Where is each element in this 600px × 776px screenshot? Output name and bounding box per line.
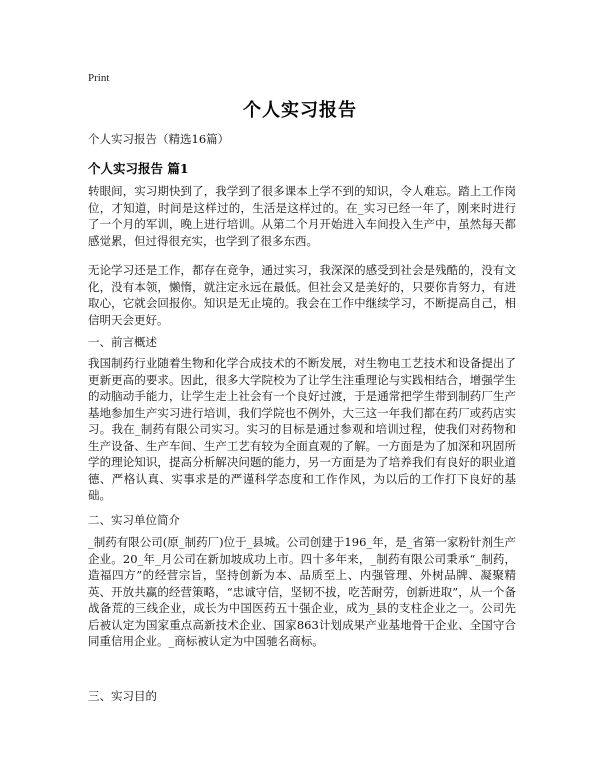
heading-purpose: 三、实习目的 (88, 689, 157, 703)
paragraph-overview: 我国制药行业随着生物和化学合成技术的不断发展，对生物电工艺技术和设备提出了更新更高的要求。因此，很多大学院校为了让学生注重理论与实践相结合，增强学生的动脑动手能力，让学生走上社会有一个良好过渡，于是通常把学生带到制药厂生产基地参加生产实习进行培训，我们学院也不例外，大三这一年我们都在药厂或药店实习。我在_制药有限公司实习。实习的目标是通过参观和培训过程，使我们对药物和生产设备、生产车间、生产工艺有较为全面直观的了解。一方面是为了加深和巩固所学的理论知识，提高分析解决问题的能力，另一方面是为了培养我们有良好的职业道德、严格认真、实事求是的严谨科学态度和工作作风，为以后的工作打下良好的基础。 (88, 356, 516, 502)
paragraph-reflection: 无论学习还是工作，都存在竞争，通过实习，我深深的感受到社会是残酷的，没有文化，没有本领，懒惰，就注定永远在最低。但社会又是美好的，只要你肯努力，有进取心，它就会回报你。知识是无止境的。我会在工作中继续学习，不断提高自己，相信明天会更好。 (88, 263, 516, 327)
heading-overview: 一、前言概述 (88, 335, 157, 349)
print-label: Print (88, 72, 110, 84)
paragraph-intro: 转眼间，实习期快到了，我学到了很多课本上学不到的知识，令人难忘。踏上工作岗位，才知道，时间是这样过的，生活是这样过的。在_实习已经一年了，刚来时进行了一个月的军训，晚上进行培训。从第二个月开始进入车间投入生产中，虽然每天都感觉累，但过得很充实，也学到了很多东西。 (88, 184, 516, 248)
paragraph-unit-intro: _制药有限公司(原_制药厂)位于_县城。公司创建于196_年，是_省第一家粉针剂生产企业。20_年_月公司在新加坡成功上市。四十多年来，_制药有限公司秉承“_制药，造福四方”的经营宗旨，坚持创新为本、品质至上、内强管理、外树品牌、凝聚精英、开放共赢的经营策略，“忠诚守信，坚韧不拔，吃苦耐劳，创新进取”，从一个备战备荒的三线企业，成长为中国医药五十强企业，成为_县的支柱企业之一。公司先后被认定为国家重点高新技术企业、国家863计划成果产业基地骨干企业、全国守合同重信用企业。_商标被认定为中国驰名商标。 (88, 535, 516, 648)
document-subtitle: 个人实习报告（精选16篇） (88, 132, 230, 146)
heading-unit-intro: 二、实习单位简介 (88, 513, 180, 527)
section-title: 个人实习报告 篇1 (88, 161, 189, 176)
page-title: 个人实习报告 (243, 100, 357, 121)
